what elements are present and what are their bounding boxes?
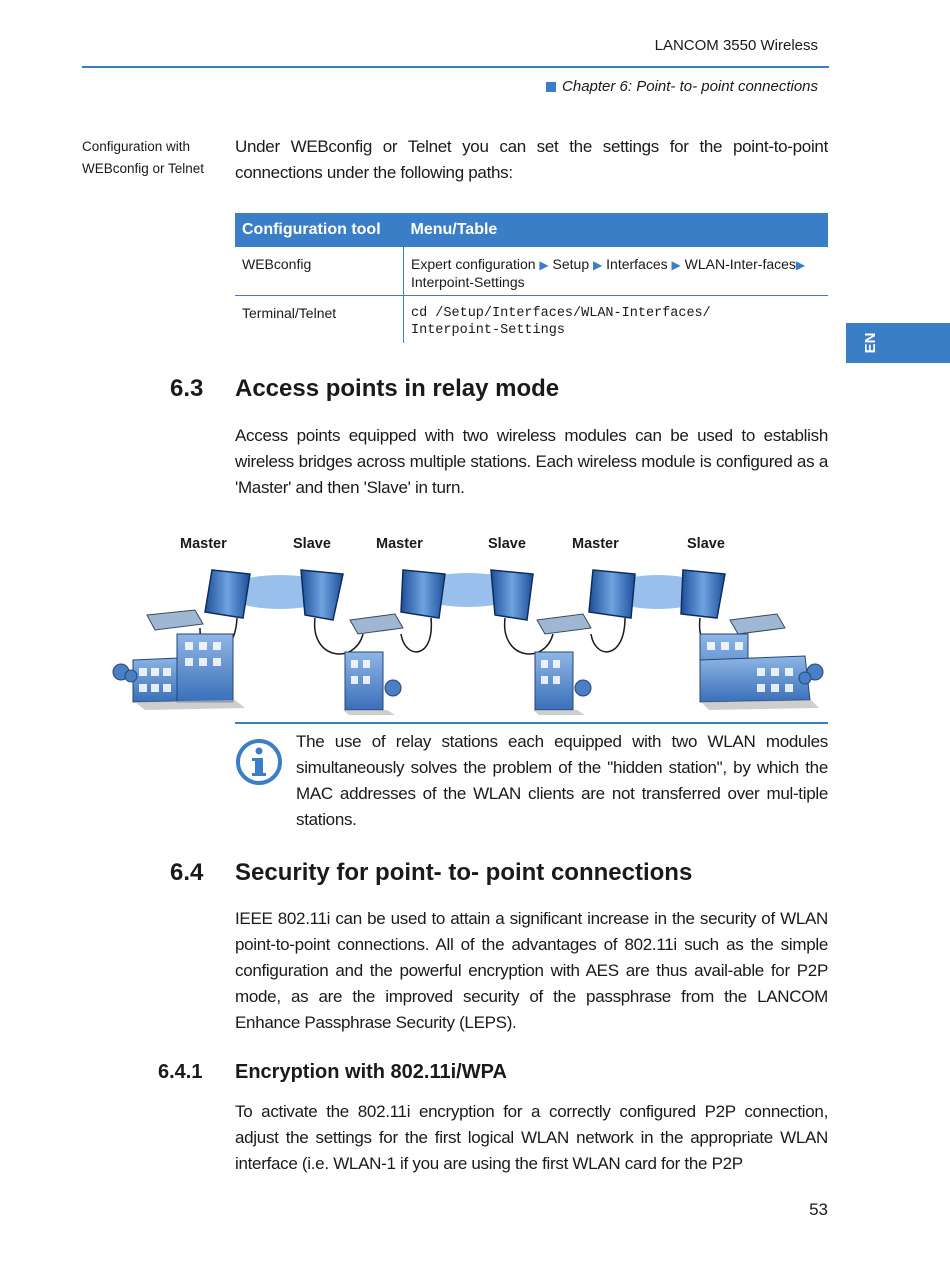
table-row	[235, 247, 828, 296]
path-segment: Interfaces	[606, 256, 668, 272]
diagram-label-slave: Slave	[488, 536, 526, 552]
subsection-paragraph: To activate the 802.11i encryption for a correctly configured P2P connection, adjust the settings for the first logical WLAN network in the appropriate WLAN interface (i.e. WLAN-1 if you are using the first WLAN card for the P2P	[235, 1102, 828, 1173]
section-title: Security for point- to- point connections	[235, 859, 693, 886]
path-segment: WLAN-Inter-faces	[684, 256, 796, 272]
table-cell-tool: WEBconfig	[235, 247, 404, 296]
chapter-square-icon	[546, 82, 556, 92]
ground-shadow	[135, 700, 819, 715]
arrow-right-icon: ▶	[795, 258, 806, 272]
diagram-label-master: Master	[376, 536, 423, 552]
section-number: 6.4	[170, 859, 204, 886]
table-cell-path	[404, 247, 829, 296]
language-tab-label: EN	[861, 332, 879, 354]
table-header-tool: Configuration tool	[235, 213, 404, 247]
running-header-chapter	[546, 78, 818, 95]
table-header-row	[235, 213, 828, 247]
arrow-right-icon: ▶	[671, 258, 681, 272]
table-cell-tool: Terminal/Telnet	[235, 296, 404, 344]
info-icon	[235, 738, 283, 786]
diagram-label-master: Master	[180, 536, 227, 552]
subsection-number: 6.4.1	[158, 1061, 203, 1083]
table-header-menu: Menu/Table	[404, 213, 829, 247]
table-cell-path	[404, 296, 829, 344]
path-segment: Setup	[552, 256, 590, 272]
subsection-title: Encryption with 802.11i/WPA	[235, 1061, 507, 1083]
diagram-label-slave: Slave	[293, 536, 331, 552]
arrow-right-icon: ▶	[593, 258, 603, 272]
margin-note: Configuration with WEBconfig or Telnet	[82, 139, 205, 176]
wireless-link-1	[225, 573, 710, 609]
header-divider	[82, 66, 829, 68]
section-title: Access points in relay mode	[235, 375, 560, 402]
path-line: Interpoint-Settings	[411, 323, 565, 338]
diagram-label-master: Master	[572, 536, 619, 552]
path-segment: Interpoint-Settings	[411, 274, 525, 290]
page-number: 53	[809, 1200, 828, 1219]
intro-paragraph: Under WEBconfig or Telnet you can set the settings for the point-to-point connections under the following paths:	[235, 137, 828, 182]
relay-diagram	[105, 560, 835, 715]
section-paragraph: IEEE 802.11i can be used to attain a significant increase in the security of WLAN point-to-point connections. All of the advantages of 802.11i such as the simple configuration and the powerful encryption with AES are thus avail-able for P2P mode, as are the improved security of the passphrase from the LANCOM Enhance Passphrase Security (LEPS).	[235, 909, 828, 1032]
section-paragraph: Access points equipped with two wireless modules can be used to establish wireless bridges across multiple stations. Each wireless module is configured as a 'Master' and then 'Slave' in turn.	[235, 426, 828, 497]
table-row	[235, 296, 828, 344]
note-divider	[235, 722, 828, 724]
diagram-label-slave: Slave	[687, 536, 725, 552]
building-windows	[139, 642, 793, 692]
arrow-right-icon: ▶	[539, 258, 549, 272]
section-number: 6.3	[170, 375, 204, 402]
chapter-label: Chapter 6: Point- to- point connections	[562, 78, 818, 95]
path-segment: Expert configuration	[411, 256, 536, 272]
language-tab	[846, 323, 950, 363]
running-header-product: LANCOM 3550 Wireless	[654, 37, 818, 54]
path-line: cd /Setup/Interfaces/WLAN-Interfaces/	[411, 306, 711, 321]
config-table	[235, 213, 828, 343]
note-paragraph: The use of relay stations each equipped with two WLAN modules simultaneously solves the problem of the "hidden station", by which the MAC addresses of the WLAN clients are not transferred over mul-tiple stations.	[296, 732, 828, 829]
cable-lines	[200, 618, 745, 655]
